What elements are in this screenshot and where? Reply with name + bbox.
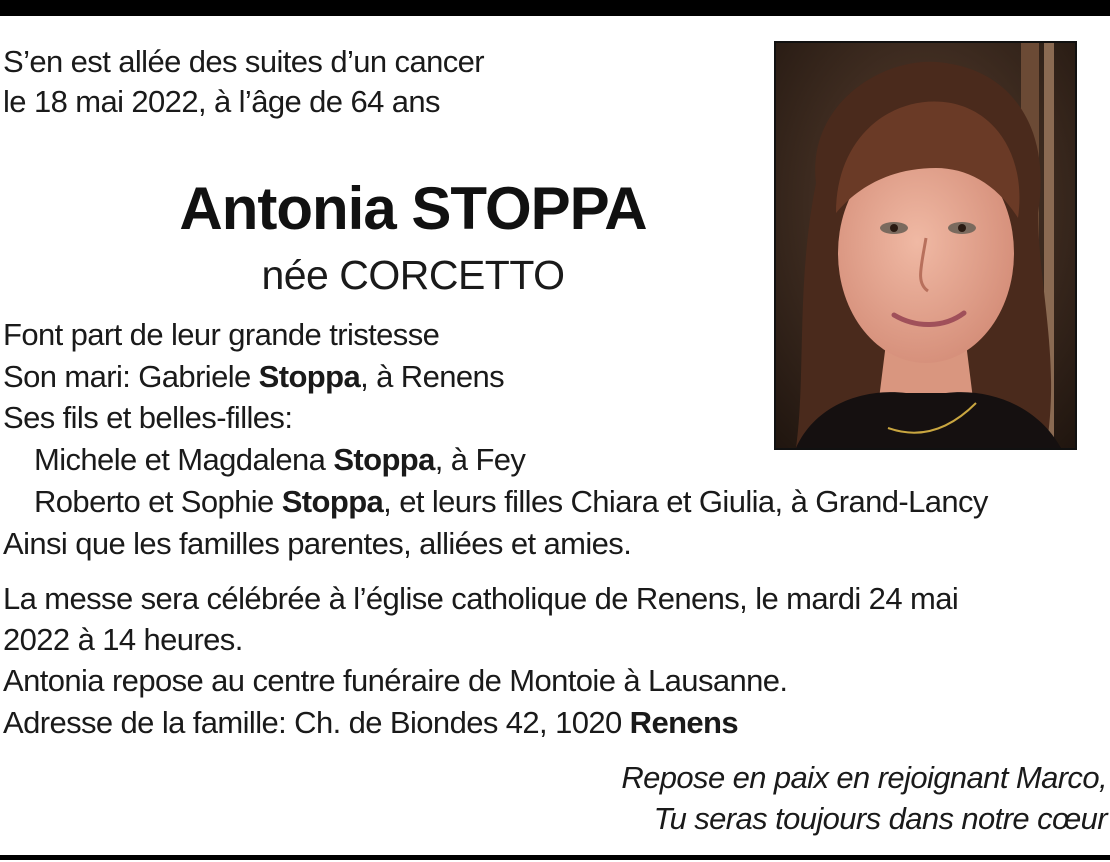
portrait-photo: [774, 41, 1077, 450]
address-line: [3, 703, 738, 743]
sons-heading: Ses fils et belles-filles:: [3, 400, 293, 435]
bottom-rule: [0, 855, 1110, 860]
rest-line: Antonia repose au centre funéraire de Montoie à Lausanne.: [3, 663, 788, 698]
closing-line-2: Tu seras toujours dans notre cœur: [653, 801, 1107, 836]
husband-surname: Stoppa: [258, 359, 361, 394]
deceased-name: Antonia STOPPA: [179, 175, 647, 242]
husband-place: , à Renens: [360, 359, 505, 394]
top-rule: [0, 0, 1110, 16]
son2-prefix: Roberto et Sophie: [34, 484, 282, 519]
son1-surname: Stoppa: [333, 442, 435, 477]
mass-line-1: La messe sera célébrée à l’église catholique de Renens, le mardi 24 mai: [3, 581, 959, 616]
husband-line: [3, 357, 504, 397]
others-line: Ainsi que les familles parentes, alliées et amies.: [3, 526, 632, 561]
intro-line-2: le 18 mai 2022, à l’âge de 64 ans: [3, 84, 440, 119]
son1-place: , à Fey: [434, 442, 526, 477]
portrait-illustration: [776, 43, 1075, 448]
son2-details: , et leurs filles Chiara et Giulia, à Grand-Lancy: [383, 484, 988, 519]
son1-prefix: Michele et Magdalena: [34, 442, 334, 477]
closing-line-1: Repose en paix en rejoignant Marco,: [621, 760, 1107, 795]
address-prefix: Adresse de la famille: Ch. de Biondes 42, 1020: [3, 705, 630, 740]
son2-line: [34, 482, 988, 522]
maiden-name: née CORCETTO: [261, 252, 565, 298]
address-city: Renens: [629, 705, 739, 740]
announce-line: Font part de leur grande tristesse: [3, 317, 440, 352]
intro-line-1: S’en est allée des suites d’un cancer: [3, 44, 484, 79]
son1-line: [34, 440, 525, 480]
husband-prefix: Son mari: Gabriele: [3, 359, 259, 394]
son2-surname: Stoppa: [281, 484, 384, 519]
mass-line-2: 2022 à 14 heures.: [3, 622, 243, 657]
